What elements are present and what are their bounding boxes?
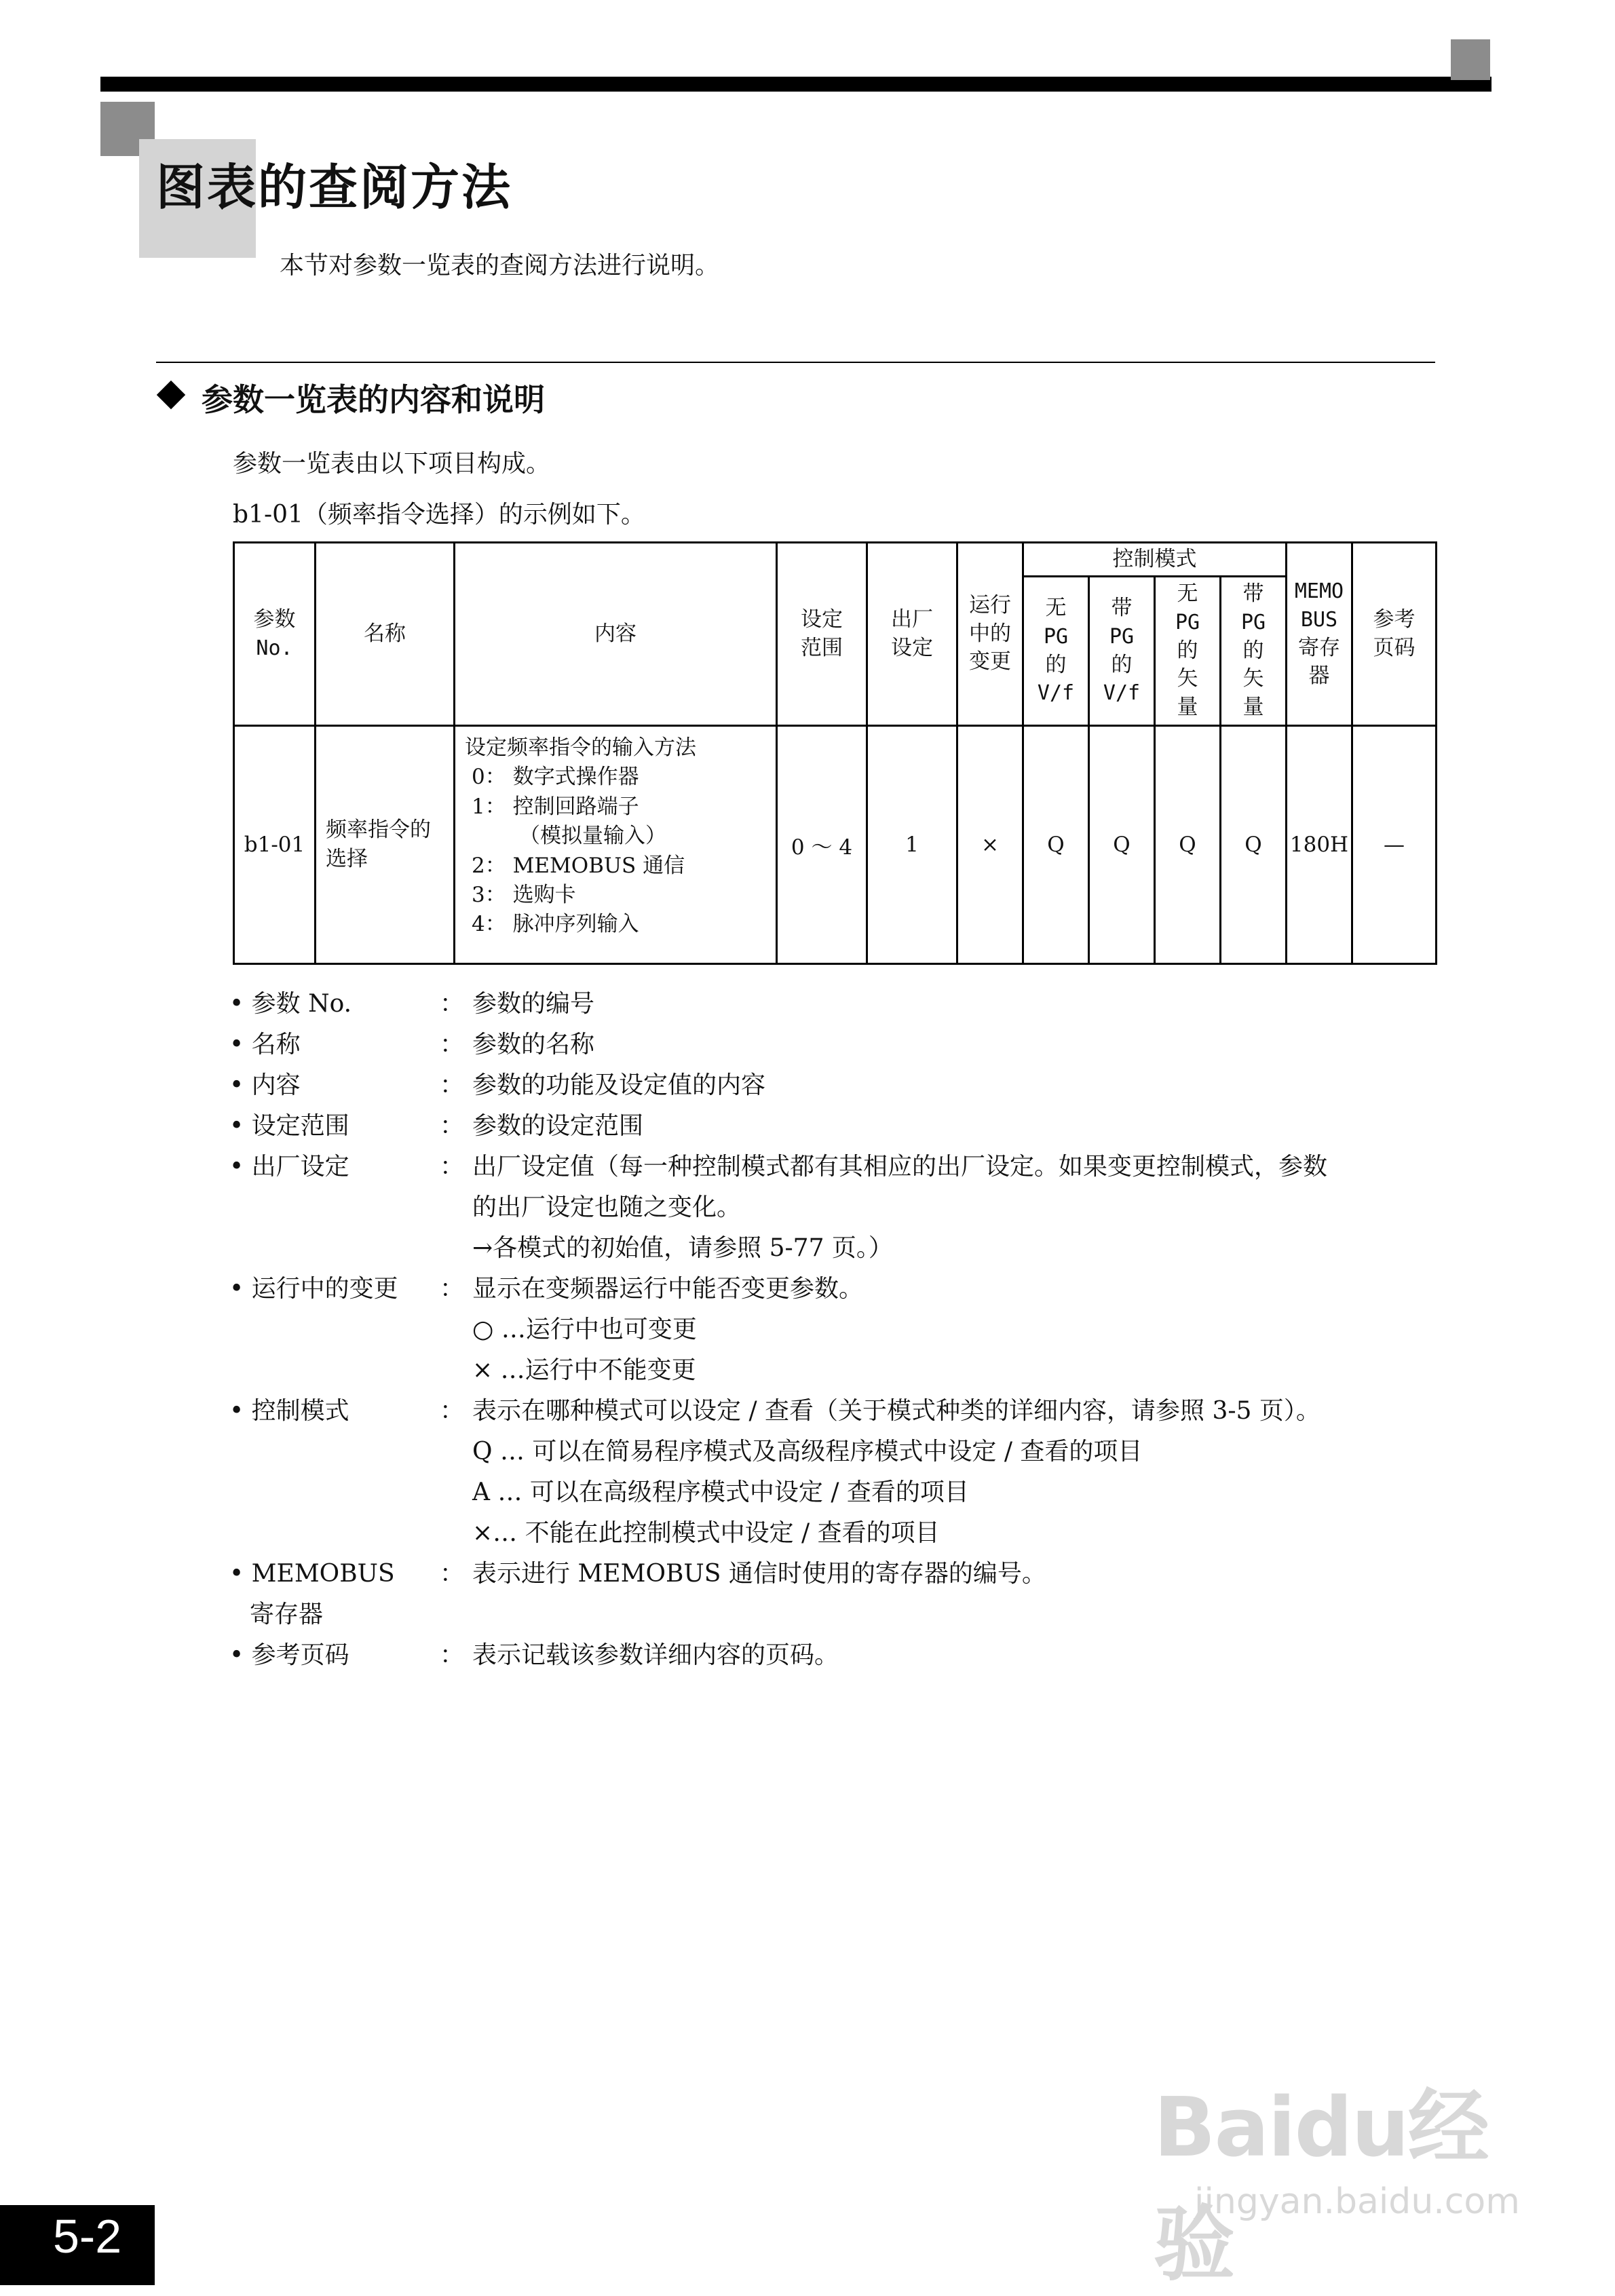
cell-range: 0 ～ 4 xyxy=(777,726,867,964)
list-item: • 控制模式 ： 表示在哪种模式可以设定 / 查看（关于模式种类的详细内容，请参照 3-5 页）。 Q … 可以在简易程序模式及高级程序模式中设定 / 查看的项目 A … 可以在高级程序模式中设定 / 查看的项目 ×… 不能在此控制模式中设定 / 查看的项目 xyxy=(229,1391,1451,1554)
diamond-icon xyxy=(157,381,185,409)
header-content: 内容 xyxy=(455,543,777,726)
cell-memobus: 180H xyxy=(1287,726,1352,964)
definition-list xyxy=(229,984,1451,1676)
list-item: • 参数 No. ： 参数的编号 xyxy=(229,984,1451,1025)
header-mode-vector-pg: 带 PG 的 矢 量 xyxy=(1221,577,1287,726)
watermark-logo: Baidu经验 xyxy=(1154,2081,1488,2292)
header-mode-vector-nopg: 无 PG 的 矢 量 xyxy=(1155,577,1221,726)
cell-name: 频率指令的 选择 xyxy=(316,726,455,964)
item-label: • 内容 xyxy=(229,1071,301,1099)
section-paragraph: 参数一览表由以下项目构成。 xyxy=(233,450,551,478)
list-item: • 出厂设定 ： 出厂设定值（每一种控制模式都有其相应的出厂设定。如果变更控制模式，参数 的出厂设定也随之变化。 →各模式的初始值，请参照 5-77 页。） xyxy=(229,1147,1451,1269)
cell-param-no: b1-01 xyxy=(234,726,316,964)
cell-ref-page: — xyxy=(1352,726,1437,964)
watermark xyxy=(1154,2063,1561,2292)
section-rule xyxy=(156,362,1435,363)
header-rule xyxy=(100,77,1492,92)
cell-mode: Q xyxy=(1023,726,1089,964)
item-label: • 控制模式 xyxy=(229,1397,349,1425)
list-item: • 参考页码 ： 表示记载该参数详细内容的页码。 xyxy=(229,1635,1451,1676)
header-control-mode: 控制模式 xyxy=(1023,543,1287,577)
header-range: 设定 范围 xyxy=(777,543,867,726)
header-corner-square xyxy=(1451,39,1490,80)
list-item: • MEMOBUS 寄存器 ： 表示进行 MEMOBUS 通信时使用的寄存器的编号。 xyxy=(229,1554,1451,1635)
cell-mode: Q xyxy=(1221,726,1287,964)
section-title: 参数一览表的内容和说明 xyxy=(202,381,545,418)
header-mode-vf-pg: 带 PG 的 V/f xyxy=(1089,577,1155,726)
section-paragraph: b1-01（频率指令选择）的示例如下。 xyxy=(233,501,645,529)
item-label: • 出厂设定 xyxy=(229,1153,349,1181)
cell-content: 设定频率指令的输入方法 0： 数字式操作器 1： 控制回路端子 （模拟量输入） 2： MEMOBUS 通信 3： 选购卡 4： 脉冲序列输入 xyxy=(455,726,777,964)
page-title: 图表的查阅方法 xyxy=(156,159,513,216)
item-label: • 参考页码 xyxy=(229,1641,349,1669)
item-label: • 参数 No. xyxy=(229,990,352,1018)
header-name: 名称 xyxy=(316,543,455,726)
intro-text: 本节对参数一览表的查阅方法进行说明。 xyxy=(280,252,720,280)
list-item: • 运行中的变更 ： 显示在变频器运行中能否变更参数。 ○ …运行中也可变更 × …运行中不能变更 xyxy=(229,1269,1451,1391)
watermark-url: jingyan.baidu.com xyxy=(1194,2181,1520,2222)
item-label: • MEMOBUS 寄存器 xyxy=(229,1560,395,1628)
header-mode-vf-nopg: 无 PG 的 V/f xyxy=(1023,577,1089,726)
list-item: • 内容 ： 参数的功能及设定值的内容 xyxy=(229,1065,1451,1106)
list-item: • 名称 ： 参数的名称 xyxy=(229,1025,1451,1065)
header-param-no: 参数 No. xyxy=(234,543,316,726)
item-label: • 设定范围 xyxy=(229,1112,349,1140)
header-ref-page: 参考 页码 xyxy=(1352,543,1437,726)
cell-mode: Q xyxy=(1155,726,1221,964)
page-number: 5-2 xyxy=(53,2210,122,2263)
cell-mode: Q xyxy=(1089,726,1155,964)
list-item: • 设定范围 ： 参数的设定范围 xyxy=(229,1106,1451,1147)
header-factory: 出厂 设定 xyxy=(867,543,957,726)
table-row xyxy=(234,726,1437,964)
header-change: 运行 中的 变更 xyxy=(957,543,1023,726)
cell-change: × xyxy=(957,726,1023,964)
item-label: • 名称 xyxy=(229,1031,301,1058)
item-label: • 运行中的变更 xyxy=(229,1275,398,1303)
parameter-table xyxy=(233,541,1437,965)
header-memobus: MEMO BUS 寄存 器 xyxy=(1287,543,1352,726)
cell-factory: 1 xyxy=(867,726,957,964)
